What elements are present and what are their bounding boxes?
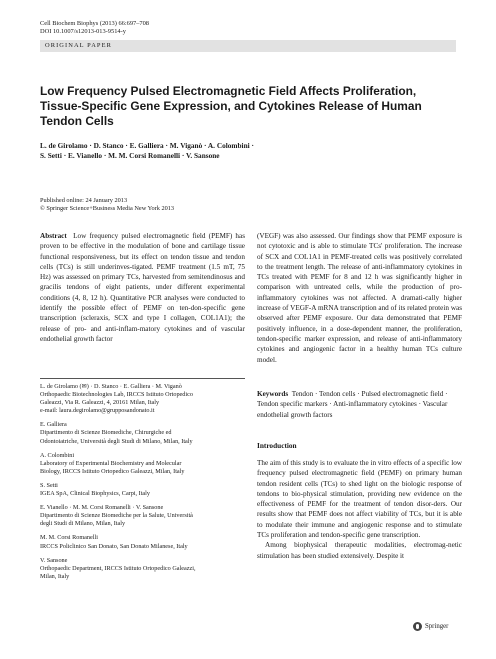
affiliation-line: E. Galliera [40, 421, 67, 429]
affiliations-block [40, 378, 245, 587]
keywords-label: Keywords [257, 390, 289, 398]
publication-info [40, 197, 174, 213]
affiliation-line: Odontoiatriche, Università degli Studi di Milano, Milan, Italy [40, 437, 193, 445]
publisher-name: Springer [425, 623, 449, 630]
affiliation-line: Dipartimento di Scienze Biomediche, Chirurgiche ed [40, 429, 172, 437]
affiliation [40, 534, 245, 550]
affiliation [40, 482, 245, 498]
affiliation [40, 504, 245, 528]
abstract-text-part-1: Low frequency pulsed electromagnetic field (PEMF) has proven to be effective in the modulation of bone and cartilage tissue functional responsiveness, but its effect on tendon tissue and tendon cells (TCs) is still underinves-tigated. PEMF treatment (1.5 mT, 75 Hz) was assessed on primary TCs, harvested from semitendinosus and gracilis tendons of eight patients, under different experimental conditions (4, 8, 12 h). Quantitative PCR analyses were conducted to identify the possible effect of PEMF on ten-don-specific gene transcription (scleraxis, SCX and type I collagen, COL1A1); the release of pro- and anti-inflam-matory cytokines and of vascular endothelial growth factor [40, 232, 245, 343]
keywords-text: Tendon · Tendon cells · Pulsed electromagnetic field · Tendon specific markers · Anti-inflammatory cytokines · Vascular endothelial growth factors [257, 390, 448, 419]
affiliation [40, 452, 245, 476]
introduction-paragraph-1: The aim of this study is to evaluate the in vitro effects of a specific low frequency pulsed electromagnetic field (PEMF) on primary human tendon resident cells (TCs) to shed light on the biologic response of tendons to bio-physical stimulation, providing new evidence on the effectiveness of PEMF for the treatment of tendon disor-ders. Our results show that PEMF does not affect viability of TCs, but it is able to modulate their immune and angiogenic response and to stimulate TCs proliferation and tendon-specific gene transcription. [257, 459, 462, 540]
introduction-heading: Introduction [257, 441, 297, 450]
introduction-paragraph-2: Among biophysical therapeutic modalities, electromag-netic stimulation has been studied extensively. Despite it [257, 541, 462, 560]
author-line-2: S. Setti · E. Vianello · M. M. Corsi Romanelli · V. Sansone [40, 151, 220, 161]
affiliation-line: Orthopaedic Department, IRCCS Istituto Ortopedico Galeazzi, [40, 564, 196, 572]
publisher-footer [413, 622, 448, 631]
abstract-right-column [257, 231, 462, 365]
affiliation [40, 383, 245, 415]
affiliation-line: degli Studi di Milano, Milan, Italy [40, 520, 126, 528]
article-title: Low Frequency Pulsed Electromagnetic Field Affects Proliferation, Tissue-Specific Gene Expression, and Cytokines Release of Human Tendon Cells [40, 84, 422, 128]
affiliation [40, 557, 245, 581]
affiliation-line: S. Setti [40, 481, 58, 489]
abstract-left-column [40, 231, 245, 344]
author-line-1: L. de Girolamo · D. Stanco · E. Galliera · M. Viganò · A. Colombini · [40, 141, 254, 150]
abstract-text-part-2: (VEGF) was also assessed. Our findings show that PEMF exposure is not cytotoxic and is able to stimulate TCs' proliferation. The increase of SCX and COL1A1 in PEMF-treated cells was positively correlated to the treatment length. The release of anti-inflammatory cytokines in TCs treated with PEMF for 8 and 12 h was significantly higher in comparison with untreated cells, while the production of pro-inflammatory cytokines was not affected. A dramati-cally higher increase of VEGF-A mRNA transcription and of its related protein was observed after PEMF exposure. Our data demonstrated that PEMF positively influence, in a dose-dependent manner, the proliferation, tendon-specific marker expression, and release of anti-inflammatory cytokines and angiogenic factor in a healthy human TCs culture model. [257, 232, 462, 364]
affiliation-line: A. Colombini [40, 451, 75, 459]
affiliation-line: E. Vianello · M. M. Corsi Romanelli · V. Sansone [40, 504, 164, 512]
author-list [40, 141, 460, 161]
affiliation-line: Galeazzi, Via R. Galeazzi, 4, 20161 Milan, Italy [40, 399, 160, 407]
affiliation-line: IGEA SpA, Clinical Biophysics, Carpi, Italy [40, 490, 150, 498]
affiliation-line: M. M. Corsi Romanelli [40, 534, 98, 542]
journal-header [40, 20, 149, 37]
abstract-paragraph [40, 231, 245, 344]
affiliation-line: L. de Girolamo (✉) · D. Stanco · E. Galliera · M. Viganò [40, 383, 182, 390]
published-date: Published online: 24 January 2013 [40, 197, 128, 204]
copyright-notice: © Springer Science+Business Media New York 2013 [40, 205, 175, 213]
keywords [257, 389, 462, 420]
springer-horse-icon [413, 622, 422, 631]
journal-doi[interactable]: DOI 10.1007/s12013-013-9514-y [40, 28, 126, 36]
affiliation-line: IRCCS Policlinico San Donato, San Donato Milanese, Italy [40, 542, 188, 550]
corresponding-email[interactable]: e-mail: laura.degirolamo@grupposandonato.it [40, 407, 155, 415]
affiliation-line: Biology, IRCCS Istituto Ortopedico Galeazzi, Milan, Italy [40, 467, 185, 475]
introduction-body [257, 458, 462, 561]
affiliation-line: Dipartimento di Scienze Biomediche per la Salute, Università [40, 512, 193, 520]
affiliation-line: V. Sansone [40, 556, 68, 564]
abstract-label: Abstract [40, 232, 67, 240]
affiliation-line: Milan, Italy [40, 572, 70, 580]
affiliation-line: Laboratory of Experimental Biochemistry and Molecular [40, 459, 182, 467]
journal-citation: Cell Biochem Biophys (2013) 66:697–708 [40, 20, 149, 27]
affiliation-line: Orthopaedic Biotechnologies Lab, IRCCS Istituto Ortopedico [40, 391, 193, 399]
affiliation [40, 421, 245, 445]
section-banner: ORIGINAL PAPER [40, 40, 456, 52]
